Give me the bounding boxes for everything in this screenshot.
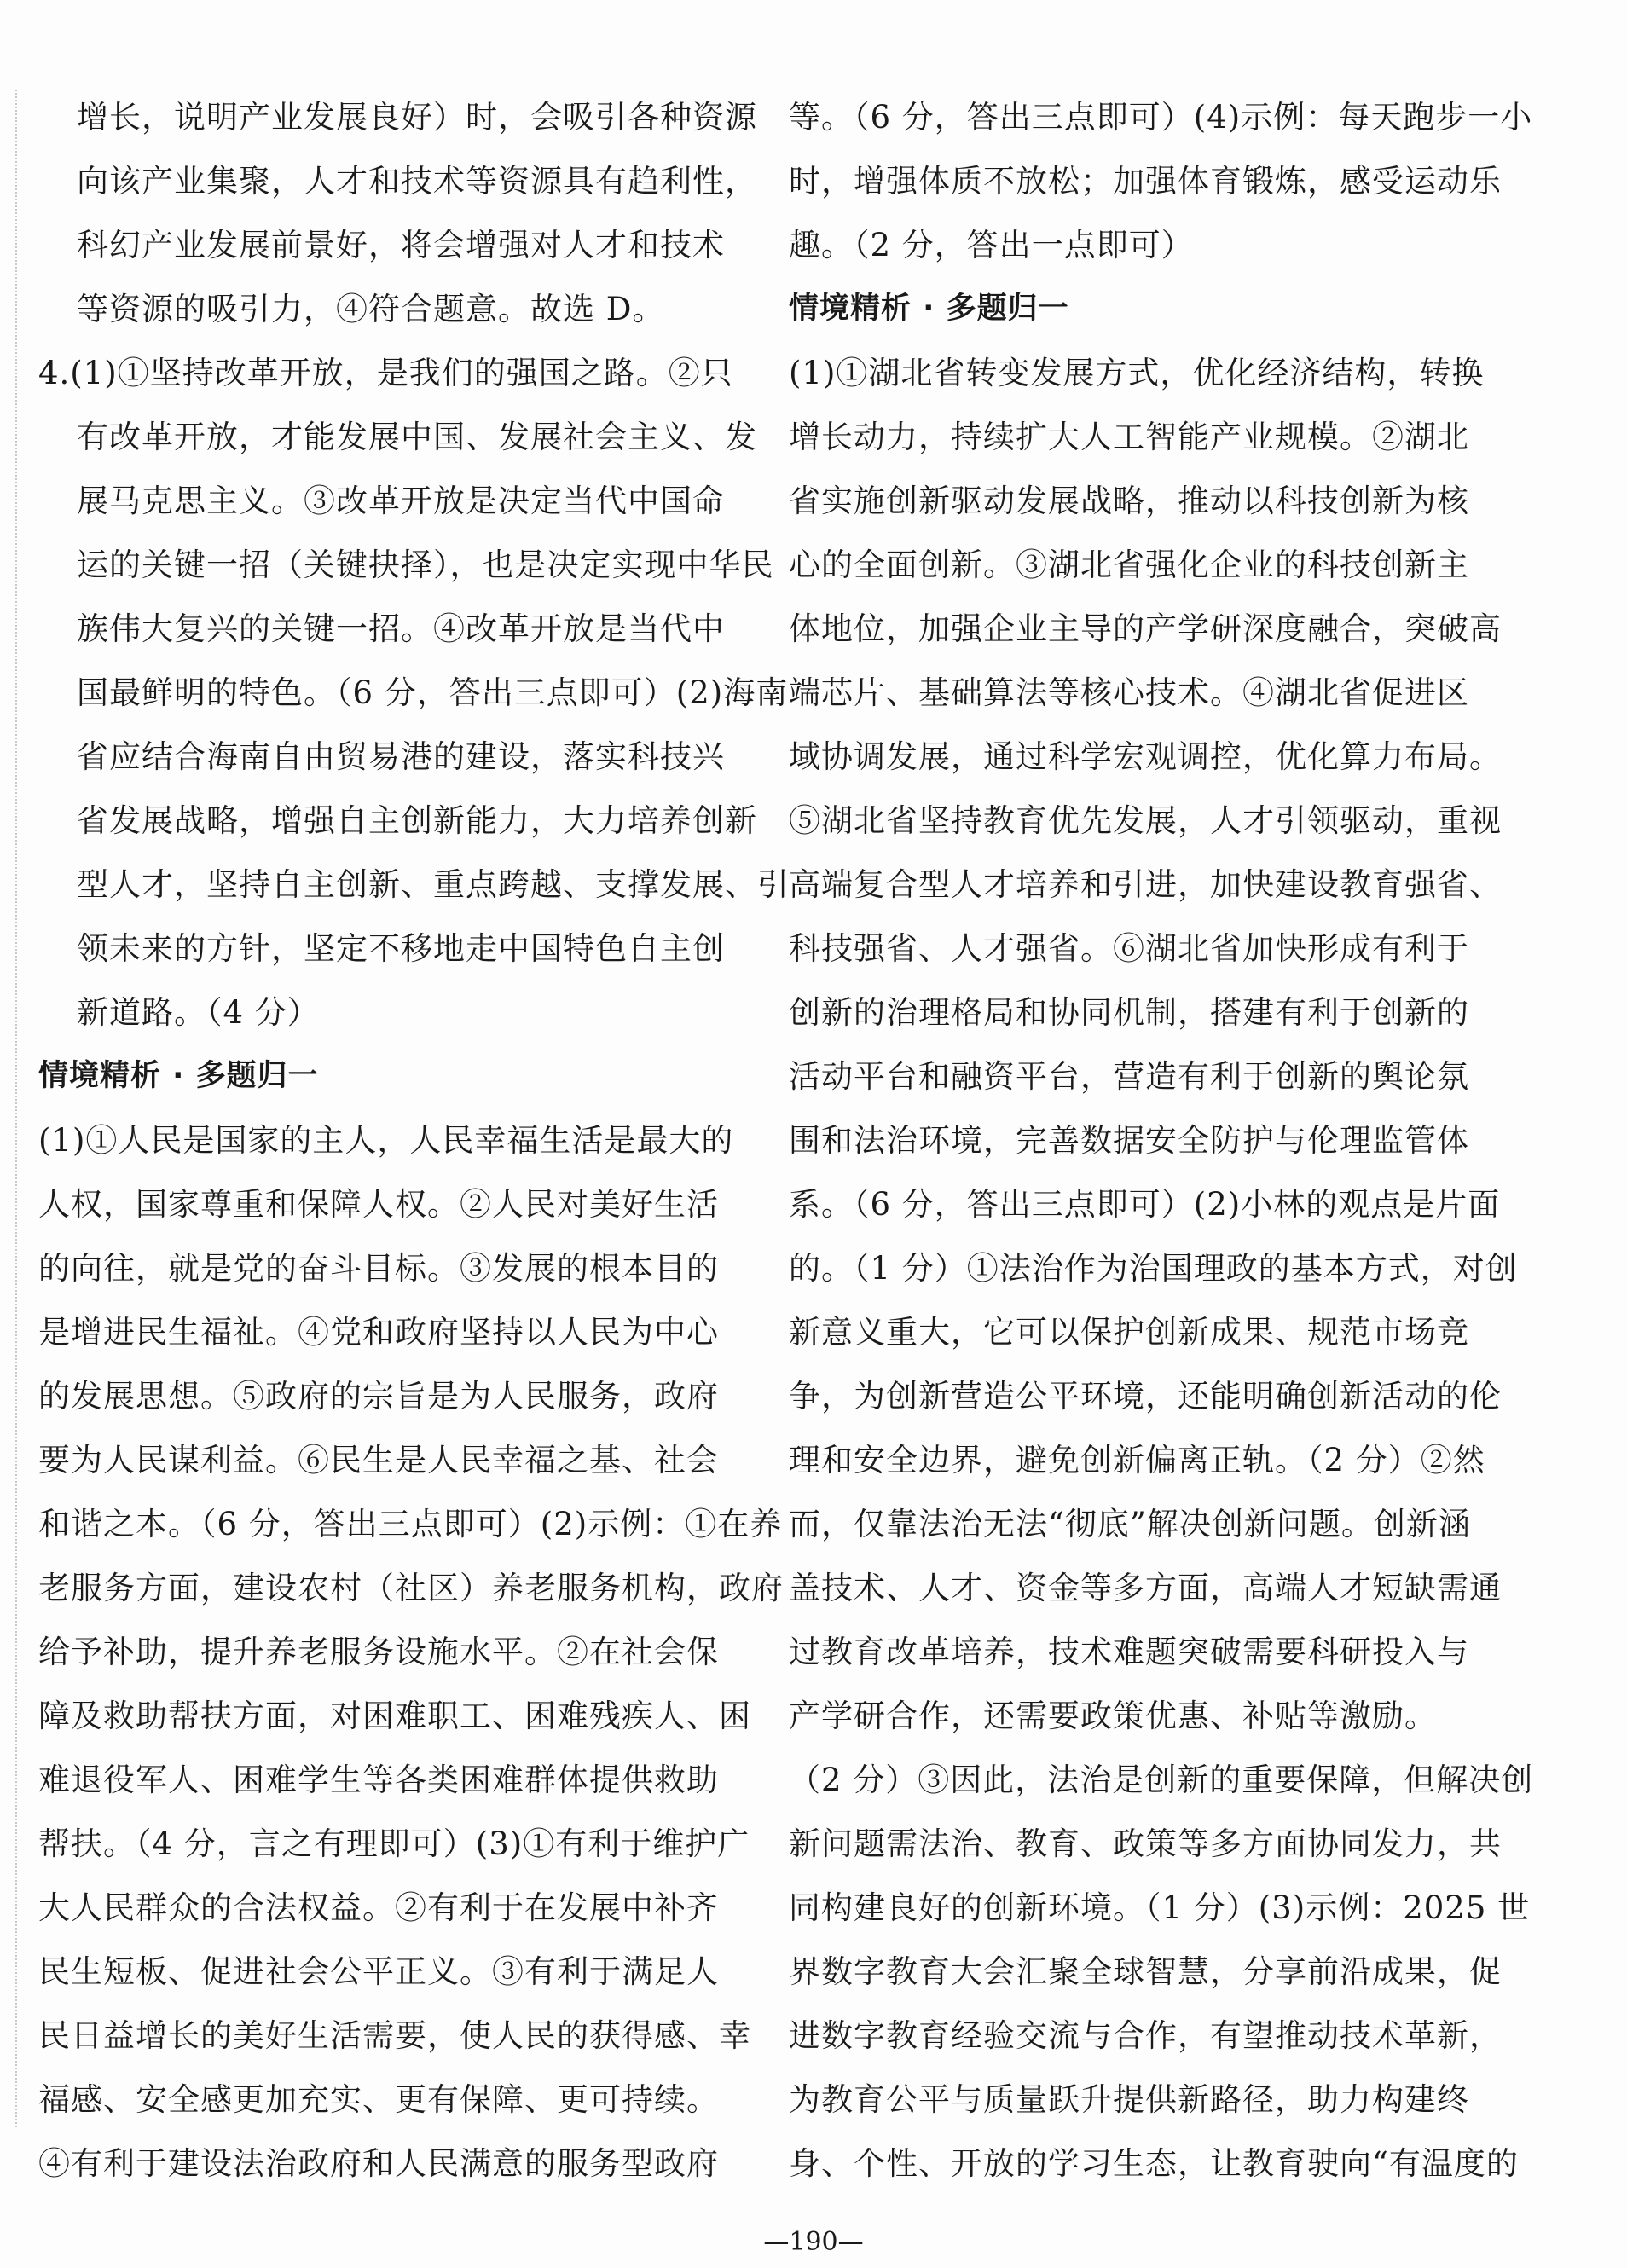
text-line: 同构建良好的创新环境。（1 分）(3)示例：2025 世 [789,1889,1531,1926]
text-line: 人权，国家尊重和保障人权。②人民对美好生活 [38,1186,719,1223]
page-number: —190— [763,2227,864,2257]
text-line: 端芯片、基础算法等核心技术。④湖北省促进区 [789,674,1469,711]
text-line: 和谐之本。（6 分，答出三点即可）(2)示例：①在养 [38,1506,783,1542]
section-heading: 情境精析 · 多题归一 [789,292,1069,326]
text-line: ④有利于建设法治政府和人民满意的服务型政府 [38,2145,719,2182]
text-line: 新道路。（4 分） [77,994,320,1031]
right-column [789,85,1534,2196]
text-line: 体地位，加强企业主导的产学研深度融合，突破高 [789,610,1502,647]
text-line: 有改革开放，才能发展中国、发展社会主义、发 [77,419,757,455]
text-line: 科技强省、人才强省。⑥湖北省加快形成有利于 [789,930,1469,967]
text-line: 要为人民谋利益。⑥民生是人民幸福之基、社会 [38,1442,719,1478]
text-line: 界数字教育大会汇聚全球智慧，分享前沿成果，促 [789,1953,1502,1990]
text-line: 民日益增长的美好生活需要，使人民的获得感、幸 [38,2017,751,2054]
text-line: 省实施创新驱动发展战略，推动以科技创新为核 [789,483,1469,519]
text-line: 4.(1)①坚持改革开放，是我们的强国之路。②只 [38,355,733,391]
text-line: 理和安全边界，避免创新偏离正轨。（2 分）②然 [789,1442,1485,1478]
text-line: (1)①人民是国家的主人，人民幸福生活是最大的 [38,1122,734,1159]
text-line: 大人民群众的合法权益。②有利于在发展中补齐 [38,1889,719,1926]
text-line: （2 分）③因此，法治是创新的重要保障，但解决创 [789,1762,1534,1798]
text-line: 围和法治环境，完善数据安全防护与伦理监管体 [789,1122,1469,1159]
text-line: 的向往，就是党的奋斗目标。③发展的根本目的 [38,1250,719,1287]
text-line: 给予补助，提升养老服务设施水平。②在社会保 [38,1634,719,1670]
text-line: 盖技术、人才、资金等多方面，高端人才短缺需通 [789,1570,1502,1606]
text-line: 趣。（2 分，答出一点即可） [789,227,1194,263]
text-line: 新意义重大，它可以保护创新成果、规范市场竞 [789,1314,1469,1351]
text-line: 帮扶。（4 分，言之有理即可）(3)①有利于维护广 [38,1825,750,1862]
text-line: (1)①湖北省转变发展方式，优化经济结构，转换 [789,355,1485,391]
text-line: 展马克思主义。③改革开放是决定当代中国命 [77,483,725,519]
text-line: 障及救助帮扶方面，对困难职工、困难残疾人、困 [38,1698,751,1734]
text-line: 领未来的方针，坚定不移地走中国特色自主创 [77,930,725,967]
text-line: 活动平台和融资平台，营造有利于创新的舆论氛 [789,1058,1469,1095]
text-line: 身、个性、开放的学习生态，让教育驶向“有温度的 [789,2145,1519,2182]
text-line: 产学研合作，还需要政策优惠、补贴等激励。 [789,1698,1437,1734]
text-line: 争，为创新营造公平环境，还能明确创新活动的伦 [789,1378,1502,1415]
text-line: 福感、安全感更加充实、更有保障、更可持续。 [38,2081,719,2118]
text-line: 难退役军人、困难学生等各类困难群体提供救助 [38,1762,719,1798]
text-line: 为教育公平与质量跃升提供新路径，助力构建终 [789,2081,1469,2118]
text-line: 型人才，坚持自主创新、重点跨越、支撑发展、引 [77,866,790,903]
text-line: 科幻产业发展前景好，将会增强对人才和技术 [77,227,725,263]
text-line: 创新的治理格局和协同机制，搭建有利于创新的 [789,994,1469,1031]
left-column [38,85,790,2196]
text-line: 心的全面创新。③湖北省强化企业的科技创新主 [789,547,1469,583]
text-line: 系。（6 分，答出三点即可）(2)小林的观点是片面 [789,1186,1501,1223]
text-line: 省发展战略，增强自主创新能力，大力培养创新 [77,802,757,839]
text-line: 域协调发展，通过科学宏观调控，优化算力布局。 [789,738,1502,775]
text-line: 的发展思想。⑤政府的宗旨是为人民服务，政府 [38,1378,719,1415]
text-line: 增长，说明产业发展良好）时，会吸引各种资源 [77,99,757,136]
section-heading: 情境精析 · 多题归一 [38,1059,319,1093]
text-line: 时，增强体质不放松；加强体育锻炼，感受运动乐 [789,163,1502,200]
text-line: 运的关键一招（关键抉择），也是决定实现中华民 [77,547,774,583]
text-line: 族伟大复兴的关键一招。④改革开放是当代中 [77,610,725,647]
text-line: ⑤湖北省坚持教育优先发展，人才引领驱动，重视 [789,802,1502,839]
text-line: 新问题需法治、教育、政策等多方面协同发力，共 [789,1825,1502,1862]
text-line: 高端复合型人才培养和引进，加快建设教育强省、 [789,866,1502,903]
text-line: 是增进民生福祉。④党和政府坚持以人民为中心 [38,1314,719,1351]
text-line: 省应结合海南自由贸易港的建设，落实科技兴 [77,738,725,775]
text-line: 民生短板、促进社会公平正义。③有利于满足人 [38,1953,719,1990]
text-line: 的。（1 分）①法治作为治国理政的基本方式，对创 [789,1250,1518,1287]
text-line: 进数字教育经验交流与合作，有望推动技术革新， [789,2017,1502,2054]
text-line: 等资源的吸引力，④符合题意。故选 D。 [77,291,665,327]
text-line: 过教育改革培养，技术难题突破需要科研投入与 [789,1634,1469,1670]
text-line: 向该产业集聚，人才和技术等资源具有趋利性， [77,163,757,200]
text-line: 而，仅靠法治无法“彻底”解决创新问题。创新涵 [789,1506,1471,1542]
text-line: 国最鲜明的特色。（6 分，答出三点即可）(2)海南 [77,674,789,711]
text-line: 等。（6 分，答出三点即可）(4)示例：每天跑步一小 [789,99,1533,136]
text-line: 老服务方面，建设农村（社区）养老服务机构，政府 [38,1570,784,1606]
text-line: 增长动力，持续扩大人工智能产业规模。②湖北 [789,419,1469,455]
margin-dotted-rule [15,90,17,2127]
